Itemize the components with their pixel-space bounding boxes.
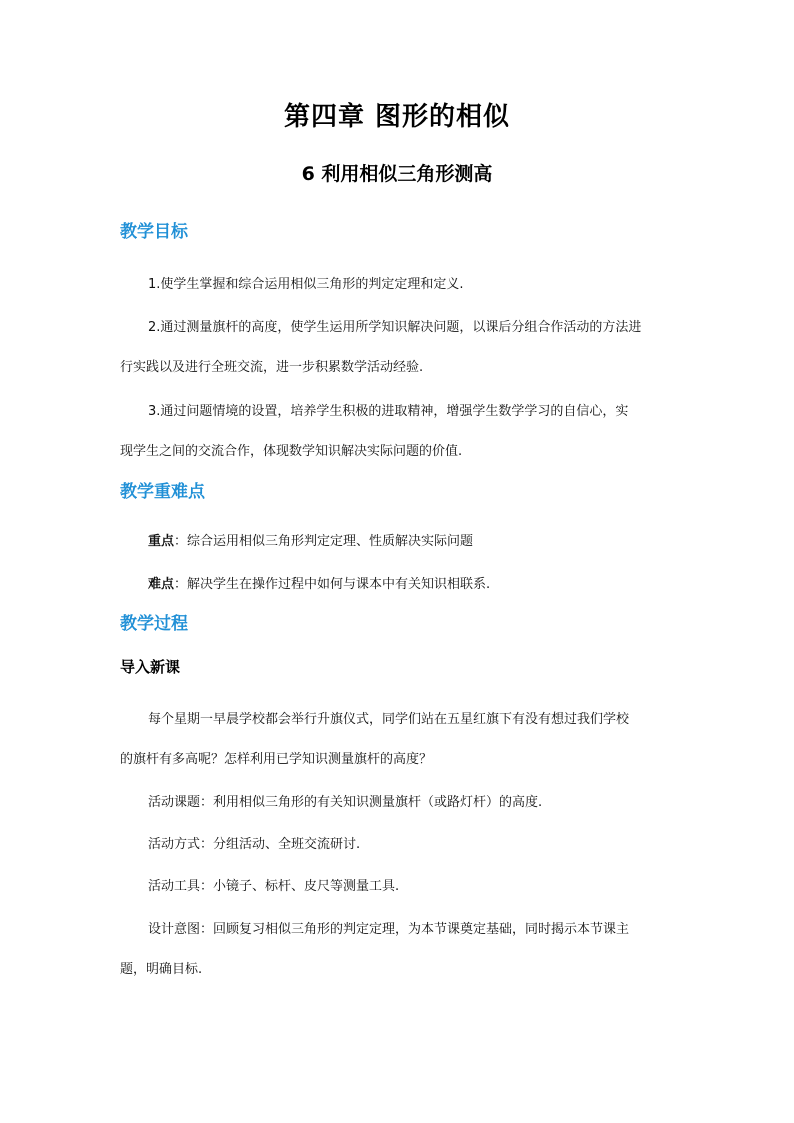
goal-item-3-line-1: 3.通过问题情境的设置，培养学生积极的进取精神，增强学生数学学习的自信心，实 <box>148 404 629 419</box>
process-heading: 教学过程 <box>120 614 188 634</box>
chapter-title: 第四章 图形的相似 <box>283 102 511 132</box>
intro-line-1: 每个星期一早晨学校都会举行升旗仪式，同学们站在五星红旗下有没有想过我们学校 <box>148 712 630 727</box>
difficult-point-label: 难点 <box>148 577 175 592</box>
goal-item-3-line-2: 现学生之间的交流合作，体现数学知识解决实际问题的价值. <box>120 444 463 459</box>
key-point-text: ：综合运用相似三角形判定定理、性质解决实际问题 <box>174 534 474 549</box>
section-title: 6 利用相似三角形测高 <box>301 163 493 185</box>
goal-item-1: 1.使学生掌握和综合运用相似三角形的判定定理和定义. <box>148 277 464 292</box>
key-point-label: 重点 <box>148 534 175 549</box>
difficult-point-text: ：解决学生在操作过程中如何与课本中有关知识相联系. <box>174 577 491 592</box>
goals-heading: 教学目标 <box>120 222 188 242</box>
intro-line-2: 的旗杆有多高呢？怎样利用已学知识测量旗杆的高度？ <box>120 752 433 767</box>
activity-method: 活动方式：分组活动、全班交流研讨. <box>148 837 361 852</box>
activity-tools: 活动工具：小镜子、标杆、皮尺等测量工具. <box>148 879 400 894</box>
design-intent-line-1: 设计意图：回顾复习相似三角形的判定定理，为本节课奠定基础，同时揭示本节课主 <box>148 922 630 937</box>
goal-item-2-line-2: 行实践以及进行全班交流，进一步积累数学活动经验. <box>120 360 424 375</box>
difficult-point-line <box>148 573 680 592</box>
key-point-line <box>148 530 680 549</box>
design-intent-line-2: 题，明确目标. <box>120 962 203 977</box>
activity-topic: 活动课题：利用相似三角形的有关知识测量旗杆（或路灯杆）的高度. <box>148 795 543 810</box>
goal-item-2-line-1: 2.通过测量旗杆的高度，使学生运用所学知识解决问题，以课后分组合作活动的方法进 <box>148 320 642 335</box>
intro-subheading: 导入新课 <box>120 658 181 676</box>
key-points-heading: 教学重难点 <box>120 482 205 502</box>
